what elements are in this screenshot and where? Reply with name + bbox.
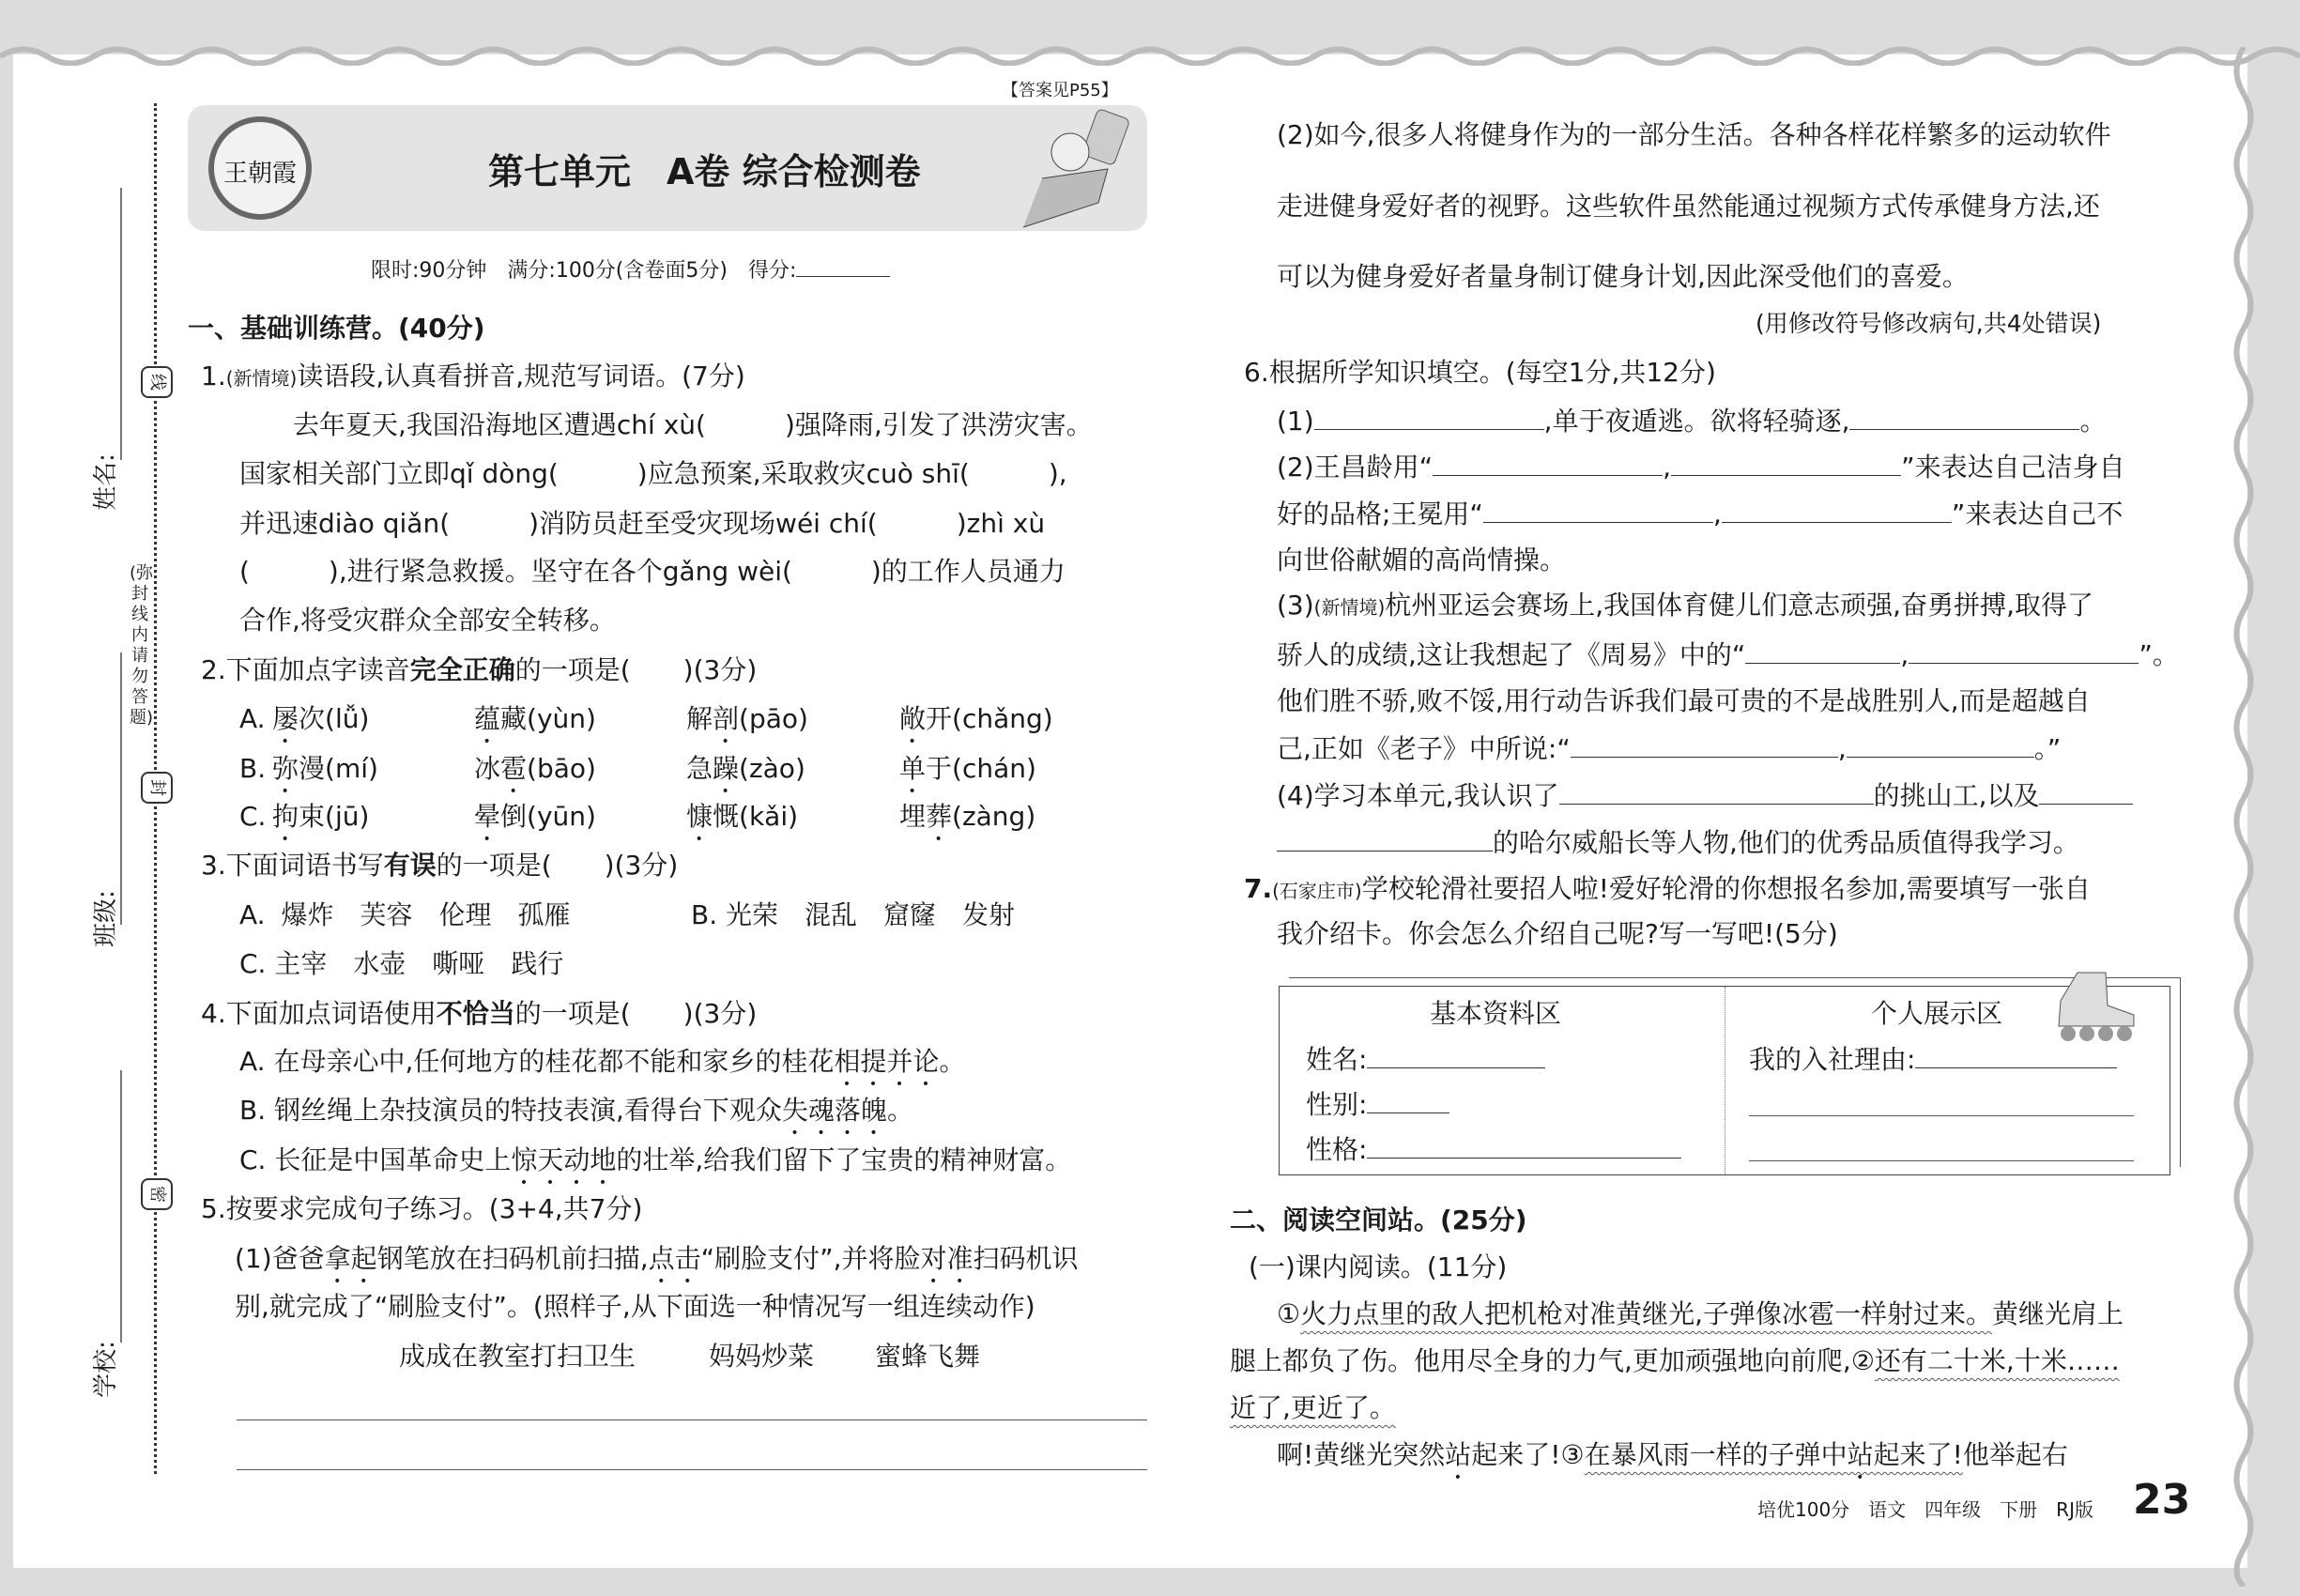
q4-option-a[interactable]: A. 在母亲心中,任何地方的桂花都不能和家乡的桂花相提并论。 [239, 1046, 966, 1077]
name-label: 姓名: [91, 453, 120, 511]
class-label: 班级: [91, 890, 120, 947]
section1-title: 一、基础训练营。(40分) [188, 313, 485, 344]
card-name-field[interactable]: 姓名: [1306, 1043, 1545, 1076]
q1-line: 合作,将受灾群众全部安全转移。 [239, 605, 616, 636]
q5-2-line: 走进健身爱好者的视野。这些软件虽然能通过视频方式传承健身方法,还 [1277, 191, 2100, 222]
q7-prompt: 7.(石家庄市)学校轮滑社要招人啦!爱好轮滑的你想报名参加,需要填写一张自 [1244, 873, 2091, 904]
page-number: 23 [2133, 1476, 2191, 1524]
wavy-top-border [0, 38, 2300, 66]
q1-line: 去年夏天,我国沿海地区遭遇chí xù( )强降雨,引发了洪涝灾害。 [293, 409, 1093, 440]
exam-meta: 限时:90分钟 满分:100分(含卷面5分) 得分: [371, 252, 890, 287]
fill-blank[interactable] [1722, 498, 1952, 523]
q6-part3-line3: 他们胜不骄,败不馁,用行动告诉我们最可贵的不是战胜别人,而是超越自 [1277, 685, 2091, 716]
q6-part2-end: 向世俗献媚的高尚情操。 [1277, 545, 1567, 575]
fill-blank[interactable] [1671, 451, 1901, 476]
fill-blank[interactable] [1559, 779, 1874, 805]
wavy-right-border [2225, 47, 2262, 1587]
q5-choice: 成成在教室打扫卫生 [399, 1341, 636, 1372]
q5-sentence-1: (1)爸爸拿起钢笔放在扫码机前扫描,点击“刷脸支付”,并将脸对准扫码机识 [235, 1243, 1079, 1274]
fill-blank[interactable] [1433, 451, 1663, 476]
self-intro-card [1279, 986, 2170, 1175]
q6-part3-line2: 骄人的成绩,这让我想起了《周易》中的“ , ”。 [1277, 639, 2179, 670]
q1-line: 国家相关部门立即qǐ dòng( )应急预案,采取救灾cuò shī( ), [239, 458, 1067, 489]
q1-prompt: 1.(新情境)读语段,认真看拼音,规范写词语。(7分) [201, 361, 745, 391]
fill-blank[interactable] [1571, 732, 1838, 758]
q5-2-note: (用修改符号修改病句,共4处错误) [1756, 310, 2102, 337]
q2-prompt: 2.下面加点字读音完全正确的一项是( )(3分) [201, 654, 758, 685]
q1-line: ( ),进行紧急救援。坚守在各个gǎng wèi( )的工作人员通力 [239, 556, 1066, 587]
class-line[interactable] [120, 652, 122, 925]
fill-blank[interactable] [1314, 405, 1544, 430]
passage-line: 啊!黄继光突然站起来了!③在暴风雨一样的子弹中站起来了!他举起右 [1277, 1439, 2068, 1470]
reason-line[interactable] [1749, 1115, 2134, 1116]
seal-notice: (弥封线内请勿答题) [130, 563, 154, 728]
card-gender-field[interactable]: 性别: [1306, 1088, 1449, 1121]
q3-option-c[interactable]: C. 主宰 水壶 嘶哑 践行 [239, 948, 564, 979]
fill-blank[interactable] [1277, 826, 1493, 852]
q6-part4: (4)学习本单元,我认识了 的挑山工,以及 [1277, 779, 2133, 812]
fill-blank[interactable] [1847, 732, 2034, 758]
q6-part1: (1) ,单于夜遁逃。欲将轻骑逐, 。 [1277, 406, 2107, 437]
q3-option-b[interactable]: B. 光荣 混乱 窟窿 发射 [691, 899, 1016, 930]
q5-sentence-1-cont: 别,就完成了“刷脸支付”。(照样子,从下面选一种情况写一组连续动作) [235, 1291, 1035, 1322]
fill-blank[interactable] [1849, 405, 2079, 430]
q6-part2-cont: 好的品格;王冕用“ , ”来表达自己不 [1277, 499, 2124, 529]
passage-line: 近了,更近了。 [1230, 1392, 1396, 1423]
fill-blank[interactable] [1483, 498, 1713, 523]
score-blank[interactable] [796, 252, 890, 277]
card-personality-field[interactable]: 性格: [1306, 1133, 1681, 1166]
roller-skate-icon [2049, 968, 2143, 1043]
answer-reference: 【答案见P55】 [1000, 77, 1120, 101]
q5-prompt: 5.按要求完成句子练习。(3+4,共7分) [201, 1193, 643, 1224]
q4-option-b[interactable]: B. 钢丝绳上杂技演员的特技表演,看得台下观众失魂落魄。 [239, 1095, 913, 1126]
q3-prompt: 3.下面词语书写有误的一项是( )(3分) [201, 850, 679, 881]
q6-part4-cont: 的哈尔威船长等人物,他们的优秀品质值得我学习。 [1277, 826, 2079, 859]
seal-mark-feng: 封 [141, 772, 173, 804]
fill-blank[interactable] [1909, 638, 2139, 664]
footer-book-info: 培优100分 语文 四年级 下册 RJ版 [1757, 1498, 2093, 1521]
q6-part2: (2)王昌龄用“ , ”来表达自己洁身自 [1277, 452, 2125, 483]
q4-prompt: 4.下面加点词语使用不恰当的一项是( )(3分) [201, 998, 758, 1029]
fill-blank[interactable] [2039, 779, 2133, 805]
answer-line[interactable] [237, 1469, 1147, 1470]
q4-option-c[interactable]: C. 长征是中国革命史上惊天动地的壮举,给我们留下了宝贵的精神财富。 [239, 1144, 1072, 1175]
title-banner [188, 105, 1147, 231]
section2-subtitle: (一)课内阅读。(11分) [1249, 1251, 1508, 1282]
q7-prompt-cont: 我介绍卡。你会怎么介绍自己呢?写一写吧!(5分) [1277, 918, 1838, 949]
brand-logo: 王朝霞 [208, 116, 312, 220]
q6-part3-line4: 己,正如《老子》中所说:“ , 。” [1277, 733, 2062, 764]
seal-mark-xian: 线 [141, 366, 173, 398]
card-left-title: 基本资料区 [1430, 998, 1562, 1029]
q6-part3: (3)(新情境)杭州亚运会赛场上,我国体育健儿们意志顽强,奋勇拼搏,取得了 [1277, 590, 2093, 621]
mascot-illustration [986, 105, 1145, 231]
school-line[interactable] [120, 1070, 122, 1343]
q5-2-line: (2)如今,很多人将健身作为的一部分生活。各种各样花样繁多的运动软件 [1277, 119, 2111, 150]
section2-title: 二、阅读空间站。(25分) [1230, 1205, 1527, 1235]
card-right-title: 个人展示区 [1871, 998, 2003, 1029]
q1-line: 并迅速diào qiǎn( )消防员赶至受灾现场wéi chí( )zhì xù [239, 508, 1046, 539]
fill-blank[interactable] [1745, 638, 1900, 664]
q3-option-a[interactable]: A. 爆炸 芙容 伦理 孤雁 [239, 899, 571, 930]
passage-line: ①火力点里的敌人把机枪对准黄继光,子弹像冰雹一样射过来。黄继光肩上 [1277, 1298, 2124, 1329]
school-label: 学校: [91, 1341, 120, 1398]
reason-line[interactable] [1749, 1160, 2134, 1161]
q5-choice: 妈妈炒菜 [709, 1341, 815, 1372]
q5-2-line: 可以为健身爱好者量身制订健身计划,因此深受他们的喜爱。 [1277, 261, 1969, 292]
q6-prompt: 6.根据所学知识填空。(每空1分,共12分) [1244, 357, 1716, 388]
q5-choice: 蜜蜂飞舞 [875, 1341, 981, 1372]
passage-line: 腿上都负了伤。他用尽全身的力气,更加顽强地向前爬,②还有二十米,十米…… [1230, 1345, 2120, 1376]
page-title: 第七单元 A卷 综合检测卷 [488, 151, 921, 192]
card-reason-field[interactable]: 我的入社理由: [1749, 1043, 2117, 1076]
seal-mark-mi: 密 [141, 1178, 173, 1210]
name-line[interactable] [120, 188, 122, 460]
